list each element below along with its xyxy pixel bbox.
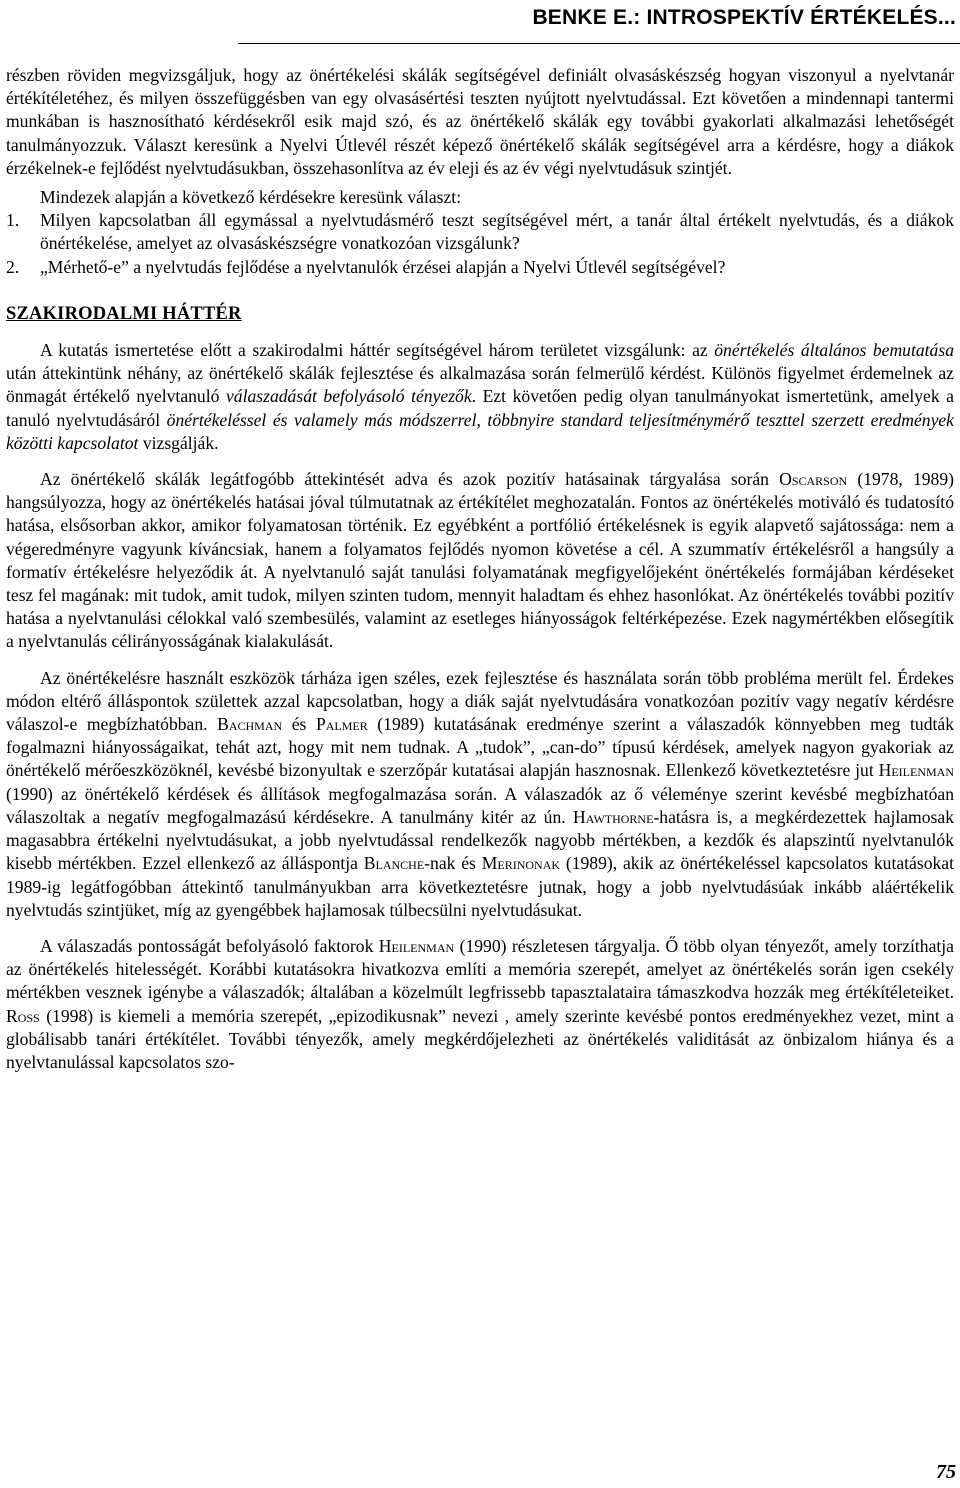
question-item [6, 209, 954, 255]
text-run: vizsgálják. [138, 432, 219, 453]
question-number: 1. [6, 210, 20, 231]
body-paragraph [6, 667, 954, 922]
italic-phrase: válaszadását befolyásoló tényezők [225, 386, 472, 407]
text-run: (1989), akik az önértékeléssel kapcsolatos kutatásokat 1989-ig legátfogóbban áttekintő tanulmányukban arra következtetésre jutnak, hogy a jobb nyelvtudásúak inkább aláértékelik nyelvtudás szintjüket, míg az gyengébbek hajlamosak túlbecsülni nyelvtudásukat. [6, 853, 954, 920]
author-name: Oscarson [779, 469, 848, 490]
question-item [6, 256, 954, 279]
text-run: (1998) is kiemeli a memória szerepét, „epizodikusnak” nevezi , amely szerinte kevésbé pontos eredményekhez vezet, mint a globálisabb tanári értékítélet. További tényezők, amely megkérdőjelezheti az önértékelés validitását az önbizalom hiánya és a nyelvtanulással kapcsolatos szo- [6, 1005, 954, 1072]
author-name: Palmer [315, 714, 368, 735]
text-run: . Ezt követően pedig olyan tanulmányokat ismertetünk, amelyek a tanuló nyelvtudásáról [6, 386, 954, 430]
header-rule [238, 43, 960, 44]
text-run: A kutatás ismertetése előtt a szakirodalmi háttér segítségével három területet vizsgálunk: az [40, 340, 715, 361]
running-head: BENKE E.: INTROSPEKTÍV ÉRTÉKELÉS... [532, 6, 956, 29]
body-paragraph [6, 339, 954, 455]
question-text: „Mérhető-e” a nyelvtudás fejlődése a nyelvtanulók érzései alapján a Nyelvi Útlevél segítségével? [40, 256, 726, 277]
question-text: Milyen kapcsolatban áll egymással a nyelvtudásmérő teszt segítségével mért, a tanár által értékelt nyelvtudás, és a diákok önértékelése, amelyet az olvasáskészségre vonatkozóan vizsgálunk? [40, 210, 954, 254]
text-run: (1990) az önértékelő kérdések és állítások megfogalmazása során. A válaszadók az ő véleménye szerint kevésbé megbízhatóan válaszoltak a negatív megfogalmazású kérdésekre. A tanulmány kitér az ún. [6, 783, 954, 827]
author-name: Heilenman [878, 760, 954, 781]
question-number: 2. [6, 256, 20, 277]
author-name: Bachman [217, 714, 283, 735]
intro-paragraph: részben röviden megvizsgáljuk, hogy az önértékelési skálák segítségével definiált olvasáskészség hogyan viszonyul a nyelvtanár értékítéletéhez, és milyen összefüggésben van egy olvasásértési teszten nyújtott nyelvtudással. Ezt követően a mindennapi tantermi munkában is hasznosítható kérdésekről esik majd szó, és az önértékelő skálák egy további gyakorlati alkalmazási lehetőségét tanulmányozzuk. Választ keresünk a Nyelvi Útlevél részét képező önértékelő skálák segítségével arra a kérdésre, hogy a diákok érzékelnek-e fejlődést nyelvtudásukban, összehasonlítva az év eleji és az év végi nyelvtudásuk szintjét. [6, 65, 954, 178]
italic-phrase: önértékelés általános bemutatása [714, 340, 954, 361]
author-name: Merinonak [481, 853, 561, 874]
text-run: (1990) részletesen tárgyalja. Ő több olyan tényezőt, amely torzíthatja az önértékelés hitelességét. Korábbi kutatásokra hivatkozva említi a memória szerepét, amelyet az önértékelés során igen csekély mértékben vesznek igénybe a válaszadók; általában a közelmúlt legfrissebb tapasztalataira támaszkodva hozzák meg értékítéleteiket. [6, 935, 954, 1003]
text-run: (1978, 1989) hangsúlyozza, hogy az önértékelés hatásai jóval túlmutatnak az értékítélet meghozatalán. Fontos az önértékelés motiváló és tudatosító hatása, elsősorban akkor, amikor folyamatosan történik. Ez egyébként a portfólió értékelésnek is egyik alapvető sajátossága: nem a végeredményre vagyunk kíváncsiak, hanem a folyamatos fejlődés nyomon követése a cél. A szummatív értékelésről a hangsúly a formatív értékelésre helyeződik át. A nyelvtanuló saját tanulási folyamatának megfigyelőjeként önértékelés formájában kérdéseket tesz fel magának: mit tudok, amit tudok, milyen szinten tudom, mennyit haladtam és ehhez hasonlókat. Az önértékelés további pozitív hatása a nyelvtanulási célokkal való szembesülés, valamint az esetleges hiányosságok feltérképezése. Ezek nagymértékben elősegítik a nyelvtanulás célirányosságának kialakulását. [6, 469, 955, 652]
italic-phrase: önértékeléssel és valamely más módszerrel, többnyire standard teljesítménymérő teszttel szerzett eredmények közötti kapcsolatot [6, 409, 954, 453]
text-run: Az önértékelő skálák legátfogóbb áttekintését adva és azok pozitív hatásainak tárgyalása során [40, 469, 780, 490]
text-run: és [282, 714, 316, 735]
text-run: (1989) kutatásának eredménye szerint a válaszadók könnyebben meg tudták fogalmazni hiányosságaikat, tehát azt, hogy mit nem tudnak. A „tudok”, „can-do” típusú kérdések, amelyek nagyon gyakoriak az önértékelő mérőeszközöknél, kevésbé bizonyultak e szerzőpár kutatásai alapján hasznosnak. Ellenkező következtetésre jut [6, 714, 954, 781]
text-run: A válaszadás pontosságát befolyásoló faktorok [40, 935, 379, 956]
body-paragraph [6, 468, 954, 654]
text-run: -nak és [424, 853, 482, 874]
page-number: 75 [936, 1461, 956, 1483]
text-run: után áttekintünk néhány, az önértékelő skálák fejlesztése és alkalmazása során felmerülő kérdést. Különös figyelmet érdemelnek az önmagát értékelő nyelvtanuló [6, 363, 954, 407]
text-run: Az önértékelésre használt eszközök tárháza igen széles, ezek fejlesztése és használata során több probléma merült fel. Érdekes módon eltérő álláspontok születtek azzal kapcsolatban, hogy a diák saját nyelvtudására vonatkozóan pozitív vagy negatív kérdésre válaszol-e megbízhatóbban. [6, 667, 954, 735]
author-name: Hawthorne [573, 806, 654, 827]
author-name: Ross [6, 1005, 40, 1026]
section-heading: SZAKIRODALMI HÁTTÉR [6, 303, 242, 324]
questions-intro: Mindezek alapján a következő kérdésekre keresünk választ: [40, 187, 462, 208]
text-run: -hatásra is, a megkérdezettek hajlamosak magasabbra értékelni nyelvtudásukat, a jobb nyelvtudással rendelkezők nagyobb mértékben, a kezdők és alapszintű nyelvtanulók kisebb mértékben. Ezzel ellenkező az álláspontja [6, 806, 954, 874]
body-paragraph [6, 935, 954, 1074]
page-body [6, 64, 954, 1074]
author-name: Blanche [363, 853, 425, 874]
author-name: Heilenman [378, 935, 455, 956]
